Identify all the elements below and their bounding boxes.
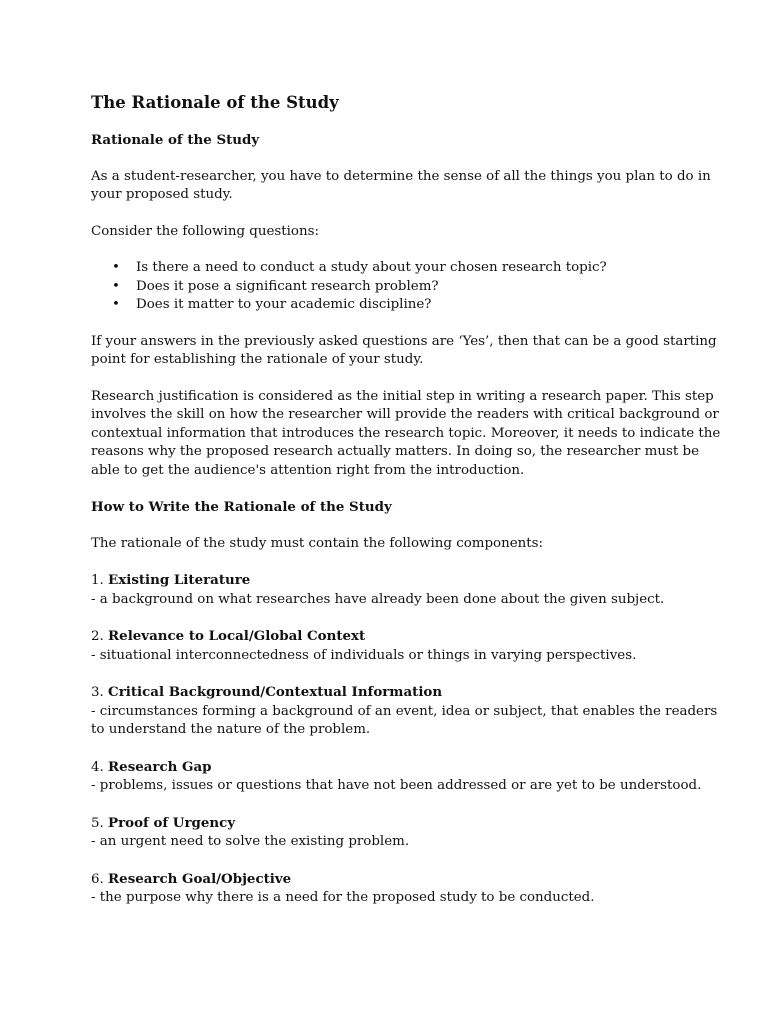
- list-item: [91, 296, 721, 315]
- component-title: Proof of Urgency: [108, 814, 236, 831]
- component-item: [91, 814, 721, 852]
- question-text: Does it pose a significant research problem?: [136, 278, 439, 294]
- component-title: Critical Background/Contextual Information: [108, 684, 443, 700]
- intro-paragraph: As a student-researcher, you have to determine the sense of all the things you plan to do in your proposed study.: [91, 168, 711, 202]
- questions-list: [91, 259, 721, 315]
- components-intro-paragraph: The rationale of the study must contain the following components:: [91, 535, 544, 551]
- question-text: Is there a need to conduct a study about your chosen research topic?: [136, 260, 607, 275]
- bullet-icon: •: [112, 278, 120, 294]
- component-description: - problems, issues or questions that have not been addressed or are yet to be understood.: [91, 778, 702, 793]
- component-title: Existing Literature: [108, 572, 251, 588]
- question-text: Does it matter to your academic discipline?: [136, 297, 432, 312]
- component-description: - circumstances forming a background of an event, idea or subject, that enables the readers to understand the nature of the problem.: [91, 703, 718, 737]
- component-description: - an urgent need to solve the existing problem.: [91, 834, 410, 849]
- section-heading-rationale: Rationale of the Study: [91, 132, 260, 148]
- component-item: [91, 683, 721, 740]
- list-item: [91, 259, 721, 278]
- component-title: Research Gap: [108, 758, 212, 775]
- component-number: 6.: [91, 871, 104, 887]
- component-number: 4.: [91, 759, 104, 775]
- list-item: [91, 278, 721, 297]
- component-description: - the purpose why there is a need for the proposed study to be conducted.: [91, 890, 595, 905]
- component-number: 3.: [91, 685, 104, 700]
- component-number: 5.: [91, 815, 104, 831]
- component-item: [91, 758, 721, 796]
- component-item: [91, 870, 721, 908]
- component-item: [91, 571, 721, 609]
- document-page: [91, 92, 721, 926]
- component-title: Research Goal/Objective: [108, 870, 292, 887]
- component-number: 1.: [91, 573, 104, 588]
- bullet-icon: •: [112, 297, 120, 312]
- component-description: - a background on what researches have already been done about the given subject.: [91, 591, 665, 607]
- section-heading-how-to-write: How to Write the Rationale of the Study: [91, 499, 392, 515]
- component-description: - situational interconnectedness of individuals or things in varying perspectives.: [91, 647, 637, 663]
- component-number: 2.: [91, 629, 104, 644]
- document-title: The Rationale of the Study: [91, 93, 339, 112]
- justification-paragraph: Research justification is considered as the initial step in writing a research paper. This step involves the skill on how the researcher will provide the readers with critical background or contextual information that introduces the research topic. Moreover, it needs to indicate the reasons why the proposed research actually matters. In doing so, the researcher must be able to get the audience's attention right from the introduction.: [91, 388, 721, 478]
- yes-answer-paragraph: If your answers in the previously asked questions are ‘Yes’, then that can be a good starting point for establishing the rationale of your study.: [91, 333, 717, 367]
- consider-paragraph: Consider the following questions:: [91, 223, 319, 239]
- component-title: Relevance to Local/Global Context: [108, 628, 366, 644]
- component-item: [91, 627, 721, 665]
- bullet-icon: •: [112, 260, 120, 275]
